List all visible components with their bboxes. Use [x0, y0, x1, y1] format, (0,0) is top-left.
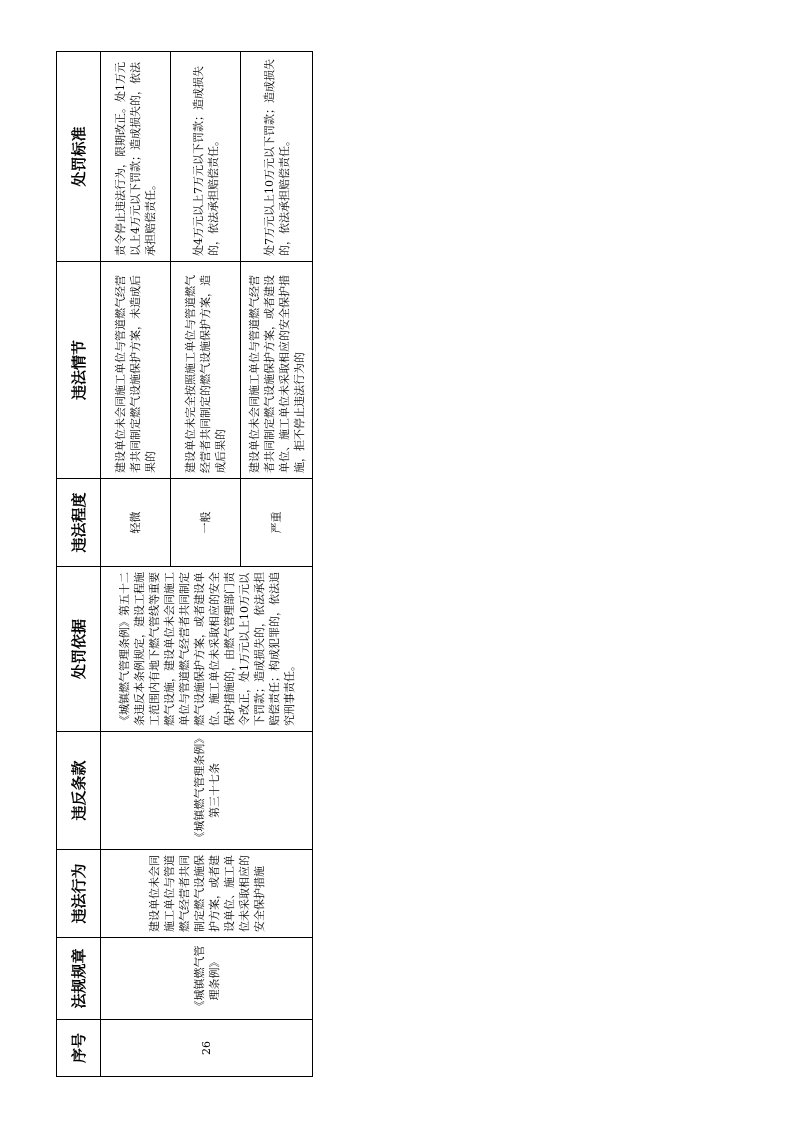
penalty-table: [56, 51, 313, 1077]
standard-cell-serious: 处7万元以上10万元以下罚款；造成损失的，依法承担赔偿责任。: [241, 52, 313, 262]
header-article: 违反条款: [57, 732, 101, 850]
circumstance-cell-general: 建设单位未完全按照施工单位与管道燃气经营者共同制定的燃气设施保护方案，造成后果的: [171, 262, 241, 479]
header-violation: 违法行为: [57, 850, 101, 938]
article-cell: 《城镇燃气管理条例》第三十七条: [101, 732, 313, 850]
serial-cell: 26: [101, 1020, 313, 1077]
standard-cell-mild: 责令停止违法行为，限期改正。处1万元以上4万元以下罚款；造成损失的，依法承担赔偿责任。: [101, 52, 171, 262]
rotated-table-wrapper: [56, 52, 311, 1077]
header-serial: 序号: [57, 1020, 101, 1077]
header-basis: 处罚依据: [57, 567, 101, 732]
header-standard: 处罚标准: [57, 52, 101, 262]
table-row: [101, 52, 171, 1077]
circumstance-cell-mild: 建设单位未会同施工单位与管道燃气经营者共同制定燃气设施保护方案，未造成后果的: [101, 262, 171, 479]
degree-cell-mild: 轻微: [101, 479, 171, 567]
basis-cell: 《城镇燃气管理条例》第五十二条违反本条例规定，建设工程施工范围内有地下燃气管线等重要燃气设施，建设单位未会同施工单位与管道燃气经营者共同制定燃气设施保护方案，或者建设单位、施工单位未采取相应的安全保护措施的，由燃气管理部门责令改正，处1万元以上10万元以下罚款；造成损失的，依法承担赔偿责任；构成犯罪的，依法追究刑事责任。: [101, 567, 313, 732]
regulation-cell: 《城镇燃气管理条例》: [101, 938, 313, 1020]
header-row: [57, 52, 101, 1077]
violation-cell: 建设单位未会同施工单位与管道燃气经营者共同制定燃气设施保护方案，或者建设单位、施工单位未采取相应的安全保护措施: [101, 850, 313, 938]
header-degree: 违法程度: [57, 479, 101, 567]
header-circumstance: 违法情节: [57, 262, 101, 479]
standard-cell-general: 处4万元以上7万元以下罚款；造成损失的，依法承担赔偿责任。: [171, 52, 241, 262]
degree-cell-serious: 严重: [241, 479, 313, 567]
circumstance-cell-serious: 建设单位未会同施工单位与管道燃气经营者共同制定燃气设施保护方案，或者建设单位、施工单位未采取相应的安全保护措施，拒不停止违法行为的: [241, 262, 313, 479]
header-regulation: 法规规章: [57, 938, 101, 1020]
degree-cell-general: 一般: [171, 479, 241, 567]
